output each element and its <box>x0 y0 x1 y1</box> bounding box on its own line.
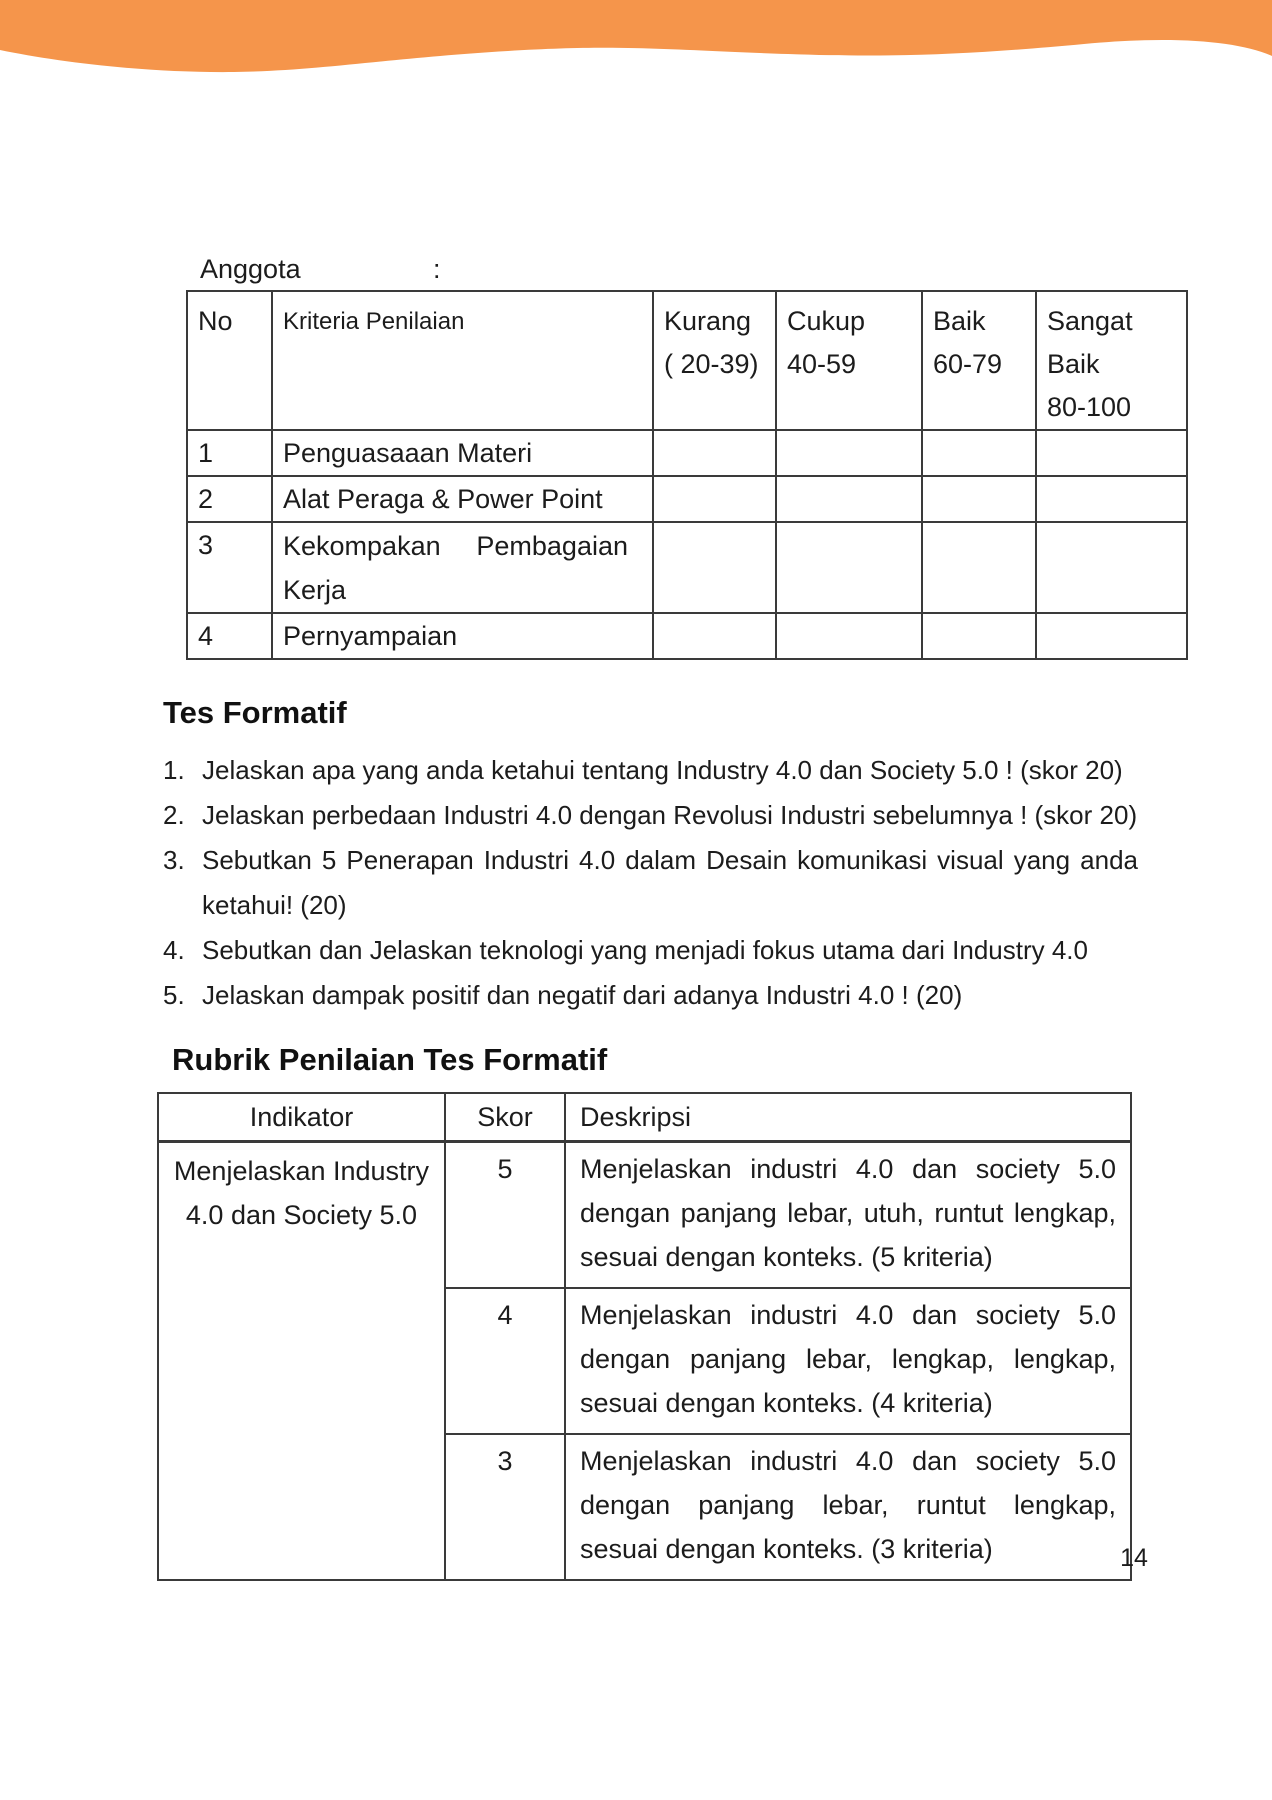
list-item <box>163 838 1138 928</box>
header-kurang: Kurang ( 20-39) <box>653 291 776 430</box>
score-cell-empty <box>653 476 776 522</box>
list-item <box>163 973 1138 1018</box>
anggota-line <box>200 252 441 286</box>
score-cell-empty <box>1036 613 1187 659</box>
score-cell-empty <box>653 522 776 613</box>
score-cell-empty <box>1036 522 1187 613</box>
header-indikator: Indikator <box>158 1093 445 1142</box>
score-cell-empty <box>776 522 922 613</box>
rubrik-header-row <box>158 1093 1131 1142</box>
rubrik-table <box>157 1092 1132 1581</box>
indikator-cell: Menjelaskan Industry 4.0 dan Society 5.0 <box>158 1142 445 1581</box>
criteria-row <box>187 476 1187 522</box>
list-item <box>163 928 1138 973</box>
score-cell-empty <box>653 430 776 476</box>
row-no: 4 <box>187 613 272 659</box>
tes-formatif-list <box>163 748 1138 1018</box>
deskripsi-cell: Menjelaskan industri 4.0 dan society 5.0 dengan panjang lebar, lengkap, lengkap, sesuai dengan konteks. (4 kriteria) <box>565 1288 1131 1434</box>
rubrik-title: Rubrik Penilaian Tes Formatif <box>172 1042 608 1077</box>
header-kriteria: Kriteria Penilaian <box>272 291 653 430</box>
score-cell-empty <box>776 430 922 476</box>
list-item-text: Sebutkan dan Jelaskan teknologi yang menjadi fokus utama dari Industry 4.0 <box>202 935 1088 965</box>
criteria-header-row <box>187 291 1187 430</box>
deskripsi-cell: Menjelaskan industri 4.0 dan society 5.0 dengan panjang lebar, utuh, runtut lengkap, sesuai dengan konteks. (5 kriteria) <box>565 1142 1131 1289</box>
header-cukup: Cukup 40-59 <box>776 291 922 430</box>
list-item-text: Jelaskan perbedaan Industri 4.0 dengan Revolusi Industri sebelumnya ! (skor 20) <box>202 800 1138 830</box>
list-item-number: 3. <box>163 845 185 875</box>
score-cell-empty <box>653 613 776 659</box>
list-item-number: 1. <box>163 755 185 785</box>
list-item <box>163 748 1138 793</box>
list-item-number: 4. <box>163 935 185 965</box>
score-cell-empty <box>776 476 922 522</box>
score-cell-empty <box>922 430 1036 476</box>
list-item-number: 2. <box>163 800 185 830</box>
header-skor: Skor <box>445 1093 565 1142</box>
score-cell-empty <box>776 613 922 659</box>
list-item-text: Sebutkan 5 Penerapan Industri 4.0 dalam Desain komunikasi visual yang anda ketahui! (20) <box>202 845 1138 920</box>
skor-cell: 5 <box>445 1142 565 1289</box>
score-cell-empty <box>922 522 1036 613</box>
score-cell-empty <box>922 613 1036 659</box>
header-baik: Baik 60-79 <box>922 291 1036 430</box>
row-no: 1 <box>187 430 272 476</box>
list-item-text: Jelaskan dampak positif dan negatif dari adanya Industri 4.0 ! (20) <box>202 980 963 1010</box>
criteria-row <box>187 522 1187 613</box>
header-deskripsi: Deskripsi <box>565 1093 1131 1142</box>
criteria-table <box>186 290 1188 660</box>
row-kriteria: Alat Peraga & Power Point <box>272 476 653 522</box>
anggota-separator: : <box>433 254 441 284</box>
wave-shape <box>0 0 1272 72</box>
page-number: 14 <box>1120 1544 1148 1572</box>
anggota-label: Anggota <box>200 254 301 284</box>
list-item <box>163 793 1138 838</box>
skor-cell: 4 <box>445 1288 565 1434</box>
score-cell-empty <box>1036 430 1187 476</box>
tes-formatif-title: Tes Formatif <box>163 695 347 730</box>
row-kriteria: Pernyampaian <box>272 613 653 659</box>
row-no: 2 <box>187 476 272 522</box>
score-cell-empty <box>922 476 1036 522</box>
row-kriteria: Kekompakan Pembagaian Kerja <box>272 522 653 613</box>
criteria-row <box>187 430 1187 476</box>
criteria-row <box>187 613 1187 659</box>
rubrik-row <box>158 1142 1131 1289</box>
row-no: 3 <box>187 522 272 613</box>
row-kriteria: Penguasaaan Materi <box>272 430 653 476</box>
list-item-number: 5. <box>163 980 185 1010</box>
skor-cell: 3 <box>445 1434 565 1580</box>
header-sangat-baik: Sangat Baik 80-100 <box>1036 291 1187 430</box>
header-no: No <box>187 291 272 430</box>
deskripsi-cell: Menjelaskan industri 4.0 dan society 5.0 dengan panjang lebar, runtut lengkap, sesuai dengan konteks. (3 kriteria) <box>565 1434 1131 1580</box>
list-item-text: Jelaskan apa yang anda ketahui tentang Industry 4.0 dan Society 5.0 ! (skor 20) <box>202 755 1123 785</box>
score-cell-empty <box>1036 476 1187 522</box>
header-wave-decoration <box>0 0 1272 90</box>
